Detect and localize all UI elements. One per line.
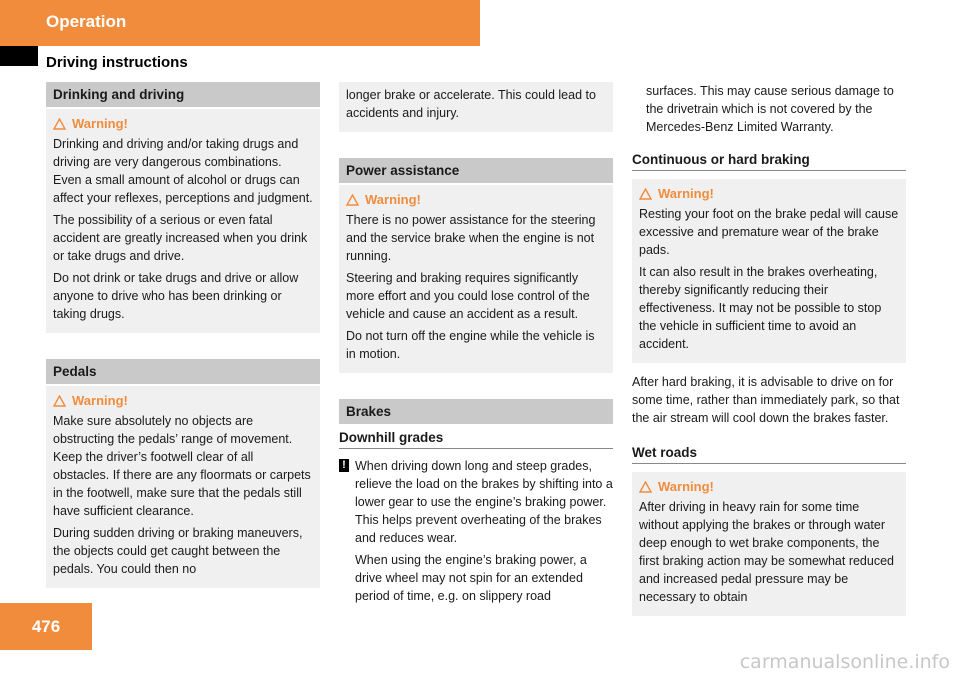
warning-title: [639, 478, 899, 496]
warning-label: Warning!: [658, 186, 714, 201]
heading-downhill-grades: Downhill grades: [339, 426, 613, 449]
column-2: [339, 82, 613, 609]
warning-triangle-icon: [53, 118, 66, 130]
warning-box-pedals: [46, 386, 320, 588]
note-downhill: [339, 457, 613, 609]
warning-text: Make sure absolutely no objects are obstructing the pedals’ range of movement. Keep the driver’s footwell clear of all obstacles. If there are any floormats or carpets in the footwell, make sure that the pedals still have sufficient clearance.: [53, 414, 311, 518]
header-tab-marker: [0, 46, 38, 66]
warning-title: [639, 185, 899, 203]
warning-box-wet: [632, 472, 906, 616]
warning-triangle-icon: [53, 395, 66, 407]
section-title: Operation: [46, 12, 127, 31]
warning-text: The possibility of a serious or even fatal accident are greatly increased when you drink or take drugs and drive.: [53, 213, 308, 263]
warning-box-drinking: [46, 109, 320, 333]
warning-title: [346, 191, 606, 209]
warning-text: Drinking and driving and/or taking drugs and driving are very dangerous combinations. Even a small amount of alcohol or drugs can affect your reflexes, perceptions and judgment.: [53, 137, 313, 205]
section-bar-power-assistance: Power assistance: [339, 158, 613, 183]
warning-title: [53, 392, 313, 410]
section-bar-brakes: Brakes: [339, 399, 613, 424]
warning-box-continued: [339, 82, 613, 132]
warning-text: During sudden driving or braking maneuvers, the objects could get caught between the pedals. You could then no: [53, 526, 303, 576]
warning-text: Steering and braking requires significantly more effort and you could lose control of the vehicle and cause an accident as a result.: [346, 271, 590, 321]
warning-box-power: [339, 185, 613, 373]
warning-triangle-icon: [346, 194, 359, 206]
warning-label: Warning!: [658, 479, 714, 494]
warning-label: Warning!: [72, 393, 128, 408]
warning-text: Do not turn off the engine while the vehicle is in motion.: [346, 329, 595, 361]
note-text: When driving down long and steep grades, relieve the load on the brakes by shifting into a lower gear to use the engine’s braking power. This helps prevent overheating of the brakes and reduces wear.: [355, 459, 613, 545]
heading-continuous-braking: Continuous or hard braking: [632, 148, 906, 171]
warning-text: After driving in heavy rain for some time without applying the brakes or through water deep enough to wet brake components, the first braking action may be somewhat reduced and increased pedal pressure may be necessary to obtain: [639, 500, 894, 604]
warning-text: longer brake or accelerate. This could lead to accidents and injury.: [346, 88, 596, 120]
continued-text: surfaces. This may cause serious damage to the drivetrain which is not covered by the Mercedes-Benz Limited Warranty.: [646, 84, 894, 134]
column-1: [46, 82, 320, 588]
body-text: After hard braking, it is advisable to drive on for some time, rather than immediately park, so that the air stream will cool down the brakes faster.: [632, 375, 900, 425]
warning-box-continuous: [632, 179, 906, 363]
page-subtitle: Driving instructions: [46, 54, 188, 71]
warning-text: There is no power assistance for the steering and the service brake when the engine is not running.: [346, 213, 596, 263]
heading-wet-roads: Wet roads: [632, 441, 906, 464]
section-bar-drinking: Drinking and driving: [46, 82, 320, 107]
note-text: When using the engine’s braking power, a drive wheel may not spin for an extended period of time, e.g. on slippery road: [355, 553, 587, 603]
warning-label: Warning!: [365, 192, 421, 207]
warning-text: Do not drink or take drugs and drive or allow anyone to drive who has been drinking or taking drugs.: [53, 271, 299, 321]
watermark: carmanualsonline.info: [739, 651, 950, 673]
warning-triangle-icon: [639, 188, 652, 200]
warning-title: [53, 115, 313, 133]
column-3: [632, 82, 906, 616]
exclamation-icon: !: [339, 459, 349, 472]
warning-triangle-icon: [639, 481, 652, 493]
page-number: 476: [0, 603, 92, 650]
warning-text: Resting your foot on the brake pedal will cause excessive and premature wear of the brake pads.: [639, 207, 899, 257]
warning-text: It can also result in the brakes overheating, thereby significantly reducing their effectiveness. It may not be possible to stop the vehicle in sufficient time to avoid an accident.: [639, 265, 882, 351]
section-header-band: [0, 0, 480, 46]
warning-label: Warning!: [72, 116, 128, 131]
section-bar-pedals: Pedals: [46, 359, 320, 384]
